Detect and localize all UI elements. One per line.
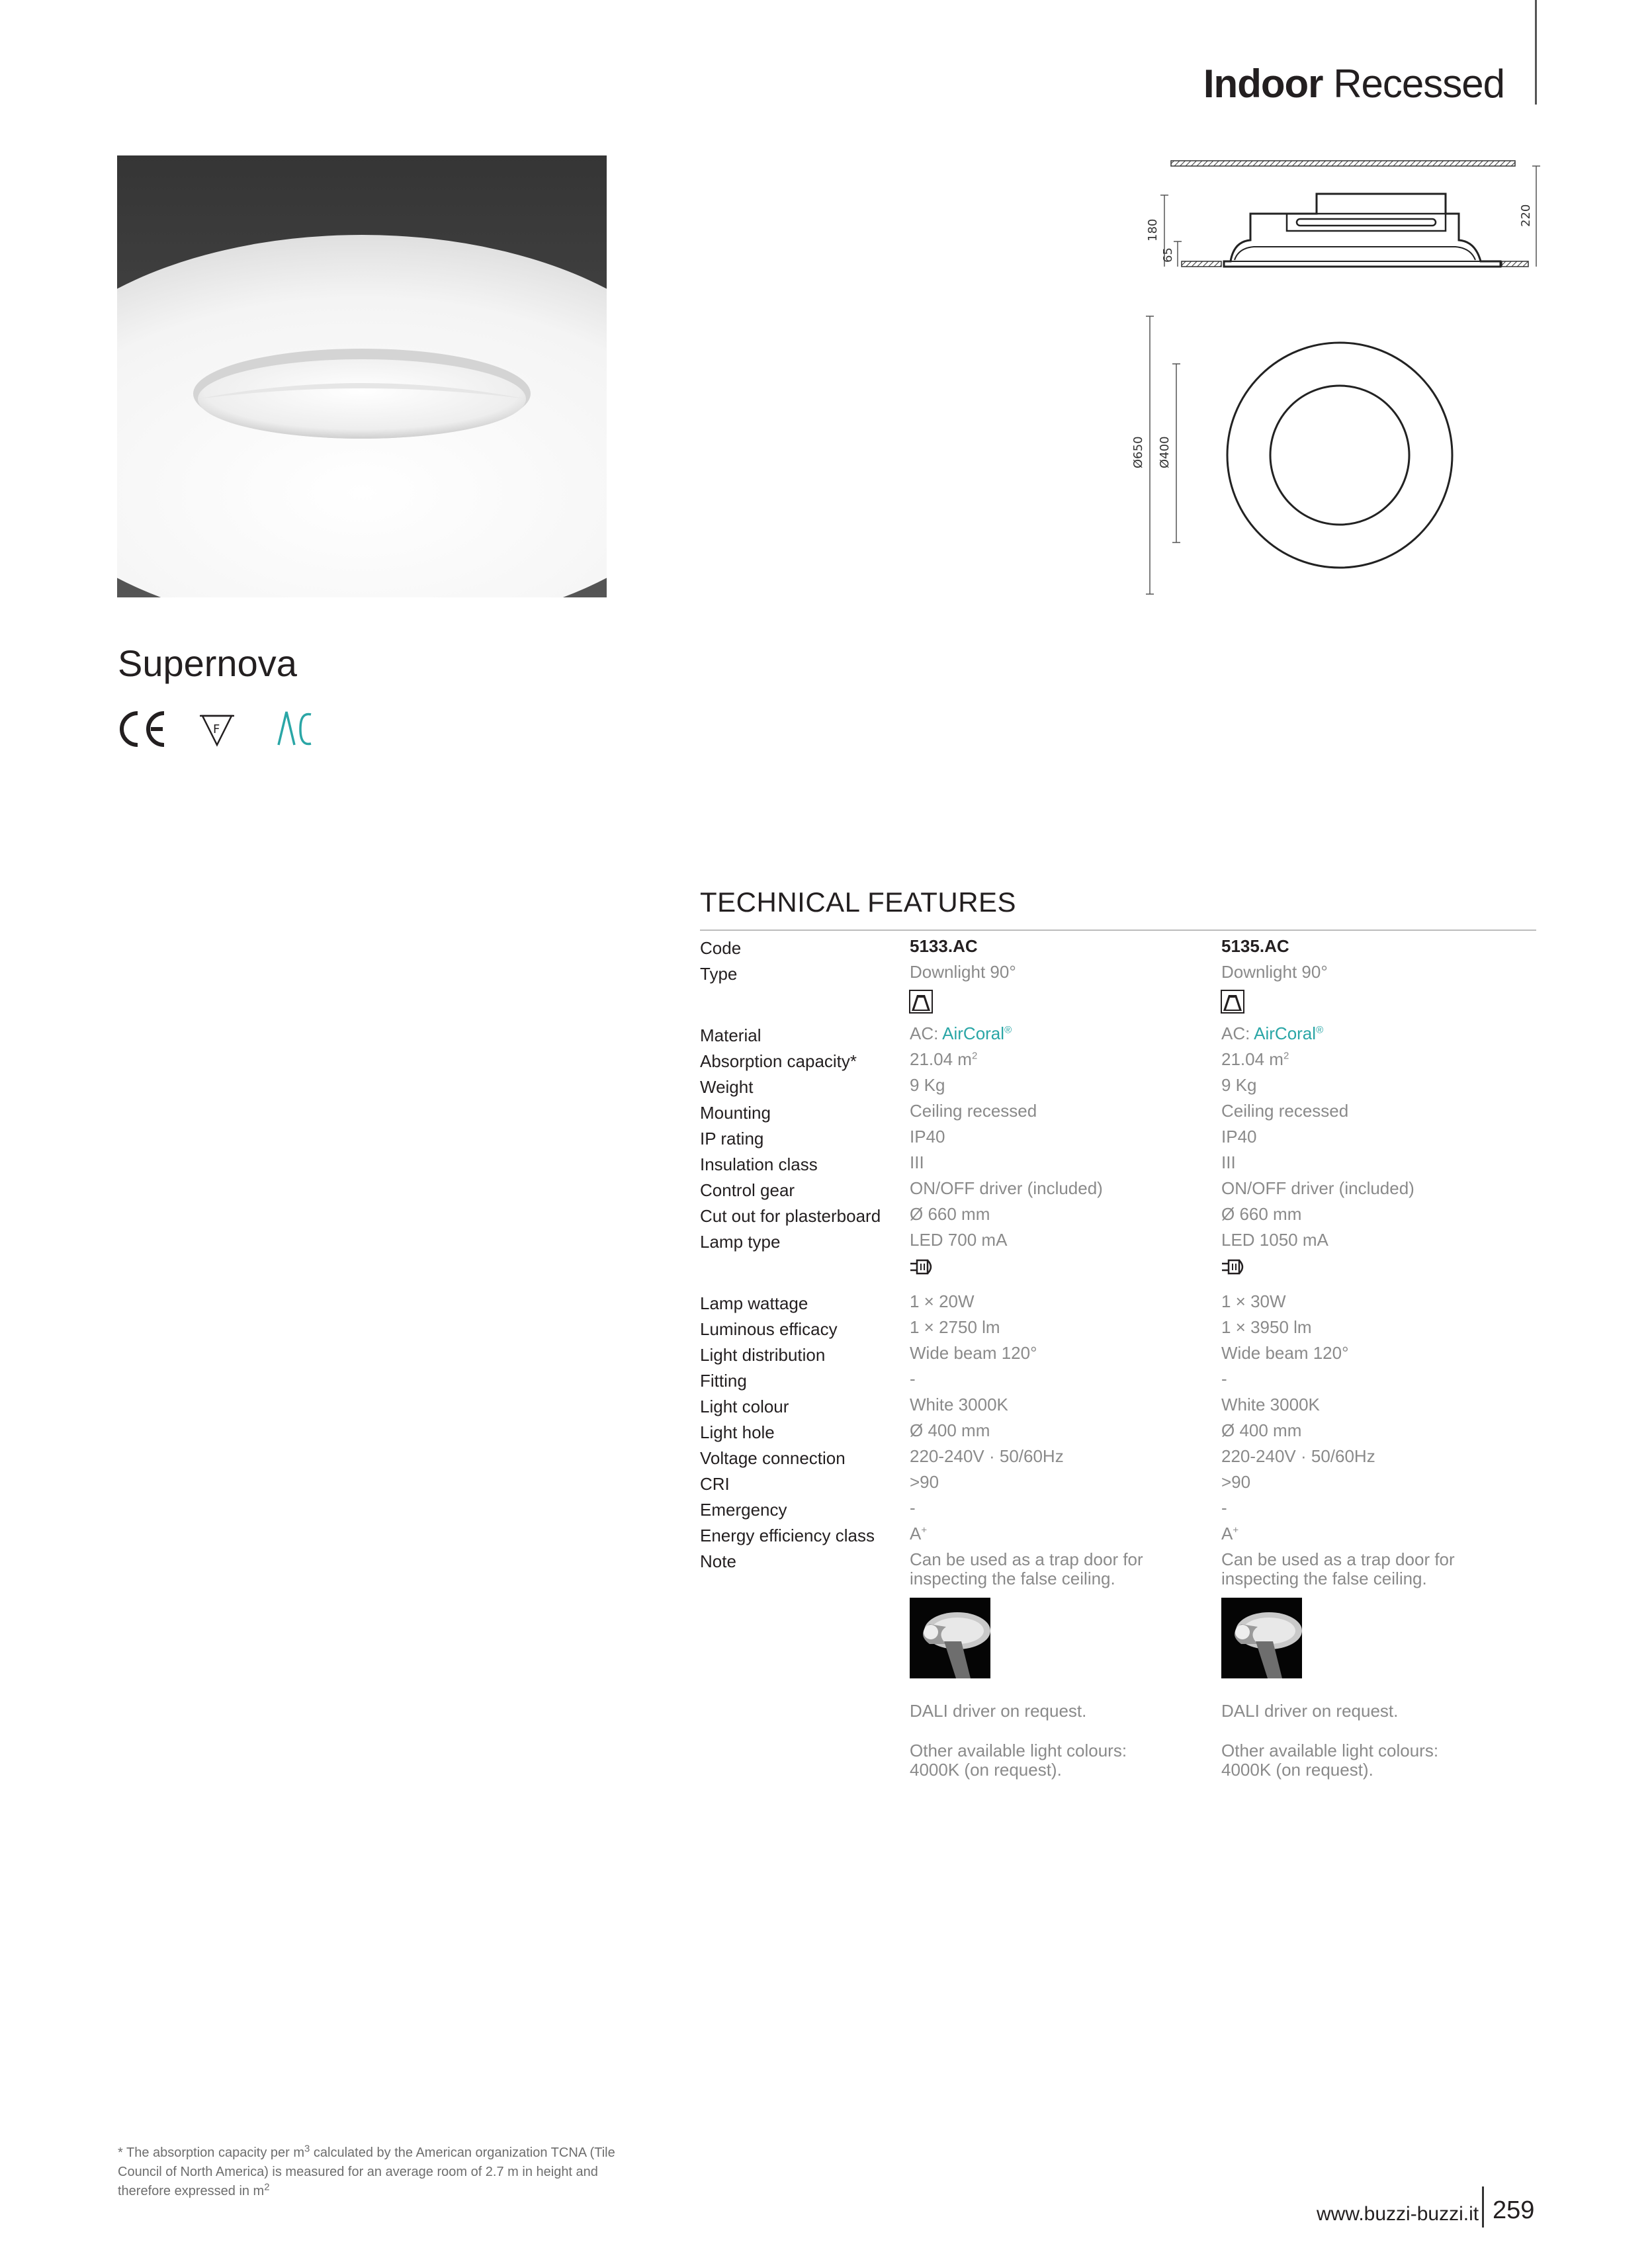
spec-energy-class-col2	[1221, 1524, 1239, 1543]
spec-material-col2	[1221, 1024, 1323, 1043]
spec-label-material: Material	[700, 1025, 761, 1045]
spec-insulation-col2: III	[1221, 1152, 1236, 1172]
category-bold: Indoor	[1203, 62, 1323, 106]
spec-ip-col2: IP40	[1221, 1127, 1257, 1147]
spec-control-gear-col2: ON/OFF driver (included)	[1221, 1178, 1414, 1198]
spec-label-energy-class: Energy efficiency class	[700, 1526, 875, 1545]
material-name: AirCoral	[942, 1023, 1005, 1043]
technical-features-title: TECHNICAL FEATURES	[700, 887, 1017, 918]
absorption-value: 21.04 m	[910, 1049, 972, 1069]
led-symbol-icon	[1221, 1257, 1248, 1277]
header-divider	[1535, 0, 1537, 105]
spec-label-emergency: Emergency	[700, 1500, 787, 1520]
spec-label-cri: CRI	[700, 1474, 730, 1494]
downlight-symbol-icon	[1221, 990, 1244, 1014]
spec-mounting-col2: Ceiling recessed	[1221, 1101, 1349, 1121]
ac-mark-icon	[279, 712, 311, 745]
spec-lamp-type-col1: LED 700 mA	[910, 1230, 1008, 1250]
superscript: 2	[971, 1050, 978, 1062]
spec-fitting-col2: -	[1221, 1369, 1227, 1389]
page-category-title	[1203, 61, 1504, 107]
spec-label-mounting: Mounting	[700, 1103, 771, 1123]
spec-lamp-type-col2: LED 1050 mA	[1221, 1230, 1328, 1250]
dim-180-label: 180	[1146, 218, 1160, 241]
ce-mark-icon	[122, 713, 164, 745]
spec-weight-col2: 9 Kg	[1221, 1075, 1257, 1095]
top-view-svg	[1118, 310, 1462, 601]
spec-label-fitting: Fitting	[700, 1371, 747, 1391]
spec-label-note: Note	[700, 1551, 736, 1571]
spec-voltage-col1: 220-240V · 50/60Hz	[910, 1446, 1064, 1466]
spec-mounting-col1: Ceiling recessed	[910, 1101, 1037, 1121]
spec-light-hole-col2: Ø 400 mm	[1221, 1420, 1302, 1440]
footnote-part-b: calculated by the American organization TCNA (Tile Council of North America) is measured for an average room of 2.7 m in height and therefore expressed in m	[118, 2145, 615, 2198]
dim-220-label: 220	[1519, 204, 1533, 227]
spec-light-hole-col1: Ø 400 mm	[910, 1420, 990, 1440]
spec-label-light-hole: Light hole	[700, 1422, 775, 1442]
spec-label-voltage: Voltage connection	[700, 1448, 846, 1468]
spec-code-col2: 5135.AC	[1221, 936, 1289, 956]
dim-650-label: Ø650	[1131, 436, 1145, 468]
spec-label-wattage: Lamp wattage	[700, 1293, 808, 1313]
spec-cut-out-col2: Ø 660 mm	[1221, 1204, 1302, 1224]
spec-emergency-col1: -	[910, 1498, 916, 1518]
spec-efficacy-col2: 1 × 3950 lm	[1221, 1317, 1312, 1337]
energy-class-plus: +	[1233, 1524, 1239, 1536]
absorption-value: 21.04 m	[1221, 1049, 1283, 1069]
spec-label-absorption: Absorption capacity*	[700, 1051, 857, 1071]
spec-emergency-col2: -	[1221, 1498, 1227, 1518]
material-name: AirCoral	[1254, 1023, 1317, 1043]
spec-code-col1: 5133.AC	[910, 936, 978, 956]
top-view-drawing	[1118, 310, 1462, 601]
certification-marks	[118, 707, 329, 753]
spec-distribution-col1: Wide beam 120°	[910, 1343, 1037, 1363]
spec-label-insulation: Insulation class	[700, 1154, 818, 1174]
dim-65-label: 65	[1161, 247, 1175, 263]
trap-door-illustration	[910, 1598, 990, 1678]
spec-label-lamp-type: Lamp type	[700, 1232, 781, 1252]
spec-label-type: Type	[700, 964, 738, 984]
spec-cri-col1: >90	[910, 1472, 939, 1492]
spec-absorption-col1	[910, 1050, 977, 1069]
other-colours-col1: Other available light colours: 4000K (on request).	[910, 1741, 1127, 1780]
spec-cri-col2: >90	[1221, 1472, 1251, 1492]
dim-400-label: Ø400	[1158, 436, 1172, 468]
product-photo-illustration	[117, 155, 607, 597]
spec-control-gear-col1: ON/OFF driver (included)	[910, 1178, 1103, 1198]
spec-type-col1: Downlight 90°	[910, 962, 1016, 982]
technical-features-divider	[700, 930, 1536, 931]
spec-type-col2: Downlight 90°	[1221, 962, 1328, 982]
other-colours-col2: Other available light colours: 4000K (on request).	[1221, 1741, 1439, 1780]
spec-distribution-col2: Wide beam 120°	[1221, 1343, 1349, 1363]
dali-note-col2: DALI driver on request.	[1221, 1701, 1399, 1721]
footer-divider	[1482, 2186, 1484, 2228]
spec-note-col1: Can be used as a trap door for inspecting the false ceiling.	[910, 1549, 1143, 1588]
spec-label-light-colour: Light colour	[700, 1397, 789, 1416]
spec-label-ip: IP rating	[700, 1129, 764, 1148]
spec-label-control-gear: Control gear	[700, 1180, 795, 1200]
spec-energy-class-col1	[910, 1524, 927, 1543]
led-symbol-icon	[909, 1257, 937, 1277]
spec-cut-out-col1: Ø 660 mm	[910, 1204, 990, 1224]
spec-label-cut-out: Cut out for plasterboard	[700, 1206, 881, 1226]
spec-light-colour-col1: White 3000K	[910, 1395, 1008, 1414]
spec-label-code: Code	[700, 938, 742, 958]
spec-material-col1	[910, 1024, 1012, 1043]
spec-voltage-col2: 220-240V · 50/60Hz	[1221, 1446, 1375, 1466]
energy-class-value: A	[1221, 1524, 1233, 1543]
energy-class-plus: +	[921, 1524, 928, 1536]
spec-note-col2: Can be used as a trap door for inspecting the false ceiling.	[1221, 1549, 1455, 1588]
product-name: Supernova	[118, 642, 297, 684]
f-mark-icon	[200, 716, 234, 745]
spec-label-efficacy: Luminous efficacy	[700, 1319, 838, 1339]
page-number: 259	[1493, 2196, 1535, 2224]
side-section-drawing	[1118, 149, 1542, 301]
spec-wattage-col1: 1 × 20W	[910, 1291, 975, 1311]
registered-mark: ®	[1316, 1024, 1324, 1036]
trap-door-thumbnail	[1221, 1598, 1302, 1678]
side-section-svg	[1118, 149, 1542, 301]
spec-light-colour-col2: White 3000K	[1221, 1395, 1320, 1414]
spec-insulation-col1: III	[910, 1152, 924, 1172]
spec-label-weight: Weight	[700, 1077, 754, 1097]
superscript: 2	[1283, 1050, 1289, 1062]
footnote-sup-3: 3	[304, 2143, 310, 2155]
spec-absorption-col2	[1221, 1050, 1289, 1069]
spec-label-distribution: Light distribution	[700, 1345, 826, 1365]
spec-ip-col1: IP40	[910, 1127, 945, 1147]
svg-text:F: F	[213, 722, 220, 736]
spec-efficacy-col1: 1 × 2750 lm	[910, 1317, 1000, 1337]
website-link[interactable]: www.buzzi-buzzi.it	[1317, 2203, 1479, 2225]
product-photo	[117, 155, 607, 597]
spec-fitting-col1: -	[910, 1369, 916, 1389]
category-light: Recessed	[1333, 62, 1504, 106]
material-prefix: AC:	[1221, 1023, 1254, 1043]
trap-door-illustration	[1221, 1598, 1302, 1678]
footnote-part-a: * The absorption capacity per m	[118, 2145, 305, 2160]
dali-note-col1: DALI driver on request.	[910, 1701, 1087, 1721]
trap-door-thumbnail	[910, 1598, 990, 1678]
registered-mark: ®	[1004, 1024, 1012, 1036]
spec-weight-col1: 9 Kg	[910, 1075, 945, 1095]
downlight-symbol-icon	[909, 990, 933, 1014]
material-prefix: AC:	[910, 1023, 943, 1043]
spec-wattage-col2: 1 × 30W	[1221, 1291, 1286, 1311]
energy-class-value: A	[910, 1524, 922, 1543]
absorption-footnote	[118, 2143, 621, 2201]
marks-svg	[118, 707, 329, 753]
footnote-sup-2: 2	[264, 2181, 270, 2193]
